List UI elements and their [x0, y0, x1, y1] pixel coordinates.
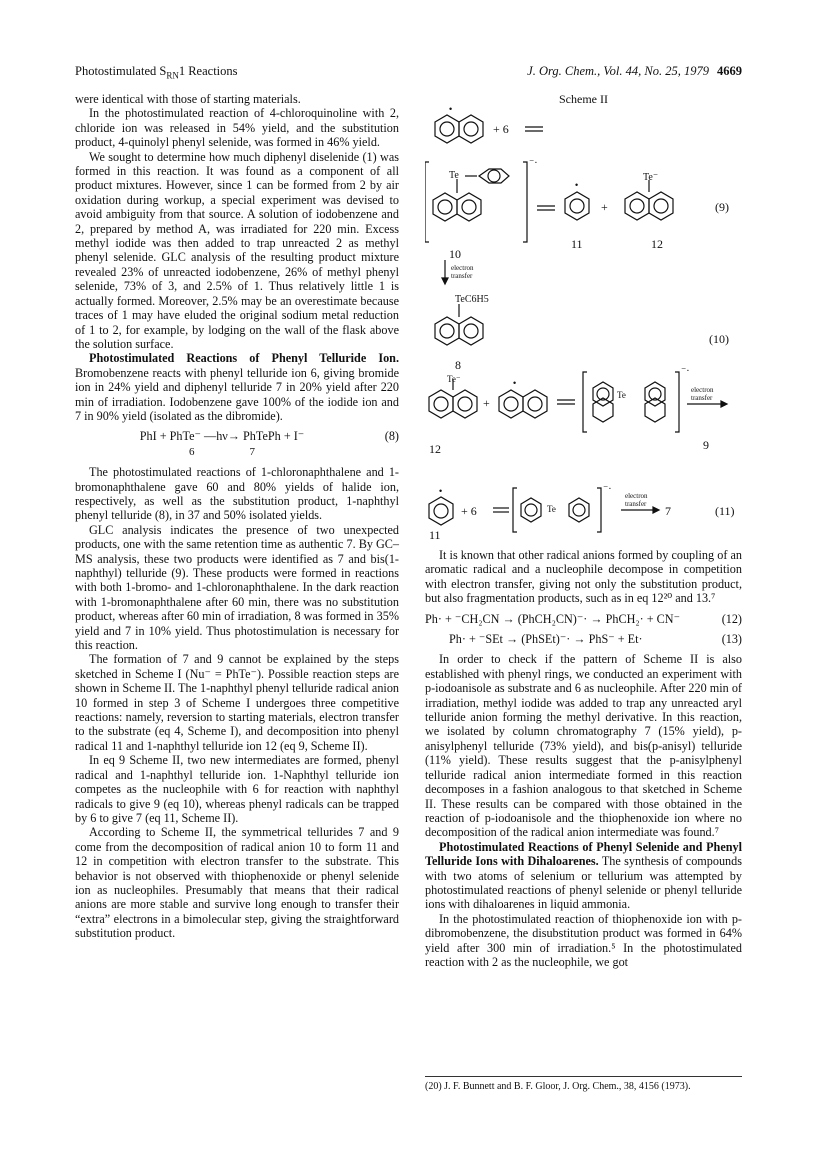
electron-transfer-label: electron transfer	[451, 264, 474, 280]
paragraph: In eq 9 Scheme II, two new intermediates are formed, phenyl radical and 1-naphthyl telluride ion. 1-Naphthyl telluride ion competes as the nucleophile with 6 for reaction with naphthyl radicals to give 9 (eq 10), whereas phenyl radicals can be trapped by 6 to give 7 (eq 11, Scheme II).	[75, 753, 399, 825]
te-minus-label-2: Te⁻	[447, 374, 461, 384]
electron-transfer-label-3: electron transfer	[625, 492, 648, 508]
plus-six-label-2: + 6	[461, 504, 477, 518]
product-7-label: 7	[665, 504, 671, 518]
svg-text:•: •	[575, 180, 579, 190]
scheme-ii	[425, 92, 742, 542]
eq-10-number: (10)	[709, 332, 729, 346]
section-heading: Photostimulated Reactions of Phenyl Telluride Ion.	[89, 351, 399, 366]
equation-13: Ph· + ⁻SEt → (PhSEt)⁻· → PhS⁻ + Et· (13)	[449, 632, 742, 647]
plus-sign: +	[601, 200, 608, 214]
paragraph: The photostimulated reactions of 1-chloronaphthalene and 1-bromonaphthalene gave 60 and 80% yields of halide ion, respectively, as well as the substitution product, 1-naphthyl phenyl telluride (8), in 37 and 50% isolated yields.	[75, 465, 399, 523]
te-label-2: Te	[617, 390, 626, 400]
scheme-drawing	[425, 92, 742, 542]
te-minus-label: Te⁻	[643, 172, 659, 183]
radical-anion-mark: ⁻·	[529, 158, 538, 169]
te-label-3: Te	[547, 504, 556, 514]
svg-text:•: •	[513, 378, 517, 388]
section-heading: Photostimulated Reactions of Phenyl Selenide and Phenyl Telluride Ions with Dihaloarenes.	[425, 839, 742, 869]
right-column	[425, 548, 742, 969]
te-label: Te	[449, 170, 459, 181]
paragraph: were identical with those of starting materials.	[75, 92, 301, 106]
paragraph: In order to check if the pattern of Scheme II is also established with phenyl rings, we conducted an experiment with p-iodoanisole as substrate and 6 as nucleophile. After 220 min of irradiation, methyl iodide was added to trap any unreacted aryl telluride anion forming the methyl derivative. In this reaction, we isolated by column chromatography 7 (15% yield), p-anisylphenyl telluride (73% yield), and bis(p-anisyl) telluride (11% yield). These results suggest that the p-anisylphenyl telluride radical anion intermediate formed in this reaction decomposes in a fashion analogous to that sketched in Scheme II. These results can be compared with those obtained in the reaction of p-iodoanisole and the thiophenoxide ion where no decomposition of the radical anion intermediate was found.⁷	[425, 652, 742, 840]
paragraph: It is known that other radical anions formed by coupling of an aromatic radical and a nucleophile decompose in competition with electron transfer, giving not only the substitution product, but also fragmentation products, such as in eq 12²⁰ and 13.⁷	[425, 548, 742, 606]
compound-11-label: 11	[571, 237, 583, 251]
compound-11-label-2: 11	[429, 528, 441, 542]
paragraph: We sought to determine how much diphenyl diselenide (1) was formed in this reaction. It was found as a component of all product mixtures. However, since 1 can be formed from 2 by air oxidation during workup, a special experiment was devised to avoid ambiguity from that source. A solution of iodobenzene and 2, prepared by method A, was irradiated for 220 min. Excess methyl iodide was then added to trap unreacted 2 as methyl phenyl selenide. GLC analysis of the resulting product mixture revealed 23% of unreacted iodobenzene, 26% of methyl phenyl selenide, 73% of 3, and 2.5% of 1. Thus relatively little 1 is actually formed. Moreover, 2.5% may be an overestimate because traces of 1 may have eluded the original sodium metal reduction of 1 to 2, for example, by lodging on the wall of the flask above the solution surface.	[75, 149, 399, 351]
running-title: Photostimulated $S_{RN}1$ Reactions	[75, 64, 238, 81]
footnote: (20) J. F. Bunnett and B. F. Gloor, J. Org. Chem., 38, 4156 (1973).	[425, 1076, 742, 1092]
eq-9-number: (9)	[715, 200, 729, 214]
paragraph: In the photostimulated reaction of thiophenoxide ion with p-dibromobenzene, the disubstitution product was formed in 64% yield after 300 min of irradiation.⁵ In the photostimulated reaction with 2 as the nucleophile, we got	[425, 911, 742, 969]
electron-transfer-label-2: electron transfer	[691, 386, 714, 402]
equation-12: Ph· + ⁻CH₂CN → (PhCH₂CN)⁻· → PhCH₂· + CN⁻ (12)	[425, 611, 742, 626]
journal-citation: J. Org. Chem., Vol. 44, No. 25, 1979 4669	[527, 64, 742, 78]
svg-text:•: •	[439, 486, 443, 496]
radical-anion-mark-3: ⁻·	[603, 484, 612, 495]
eq-11-number: (11)	[715, 504, 735, 518]
running-header	[75, 64, 742, 80]
left-column	[75, 92, 399, 941]
radical-anion-mark-2: ⁻·	[681, 366, 690, 377]
paragraph: According to Scheme II, the symmetrical tellurides 7 and 9 come from the decomposition of radical anion 10 to form 11 and 12 in competition with electron transfer to the substrate. This behavior is not observed with thiophenoxide or phenyl selenide ion as nucleophiles. Presumably that means that their radical anions are more stable and survive long enough to transfer their “extra” electrons in a bimolecular step, giving the straightforward substitution product.	[75, 825, 399, 941]
paragraph: Photostimulated Reactions of Phenyl Telluride Ion. Bromobenzene reacts with phenyl telluride ion 6, giving bromide ion in 24% yield and diphenyl telluride 7 in 20% yield after 220 min of irradiation. Iodobenzene gave 100% of the iodide ion and 7 in 90% yield (isolated as the dibromide).	[75, 351, 399, 423]
paragraph: Photostimulated Reactions of Phenyl Selenide and Phenyl Telluride Ions with Dihaloarenes. The synthesis of compounds with two atoms of selenium or tellurium was attempted by photostimulated reactions of phenyl selenide or phenyl telluride ions with dihaloarenes in liquid ammonia.	[425, 839, 742, 912]
scheme-title: Scheme II	[559, 92, 608, 106]
compound-10-label: 10	[449, 247, 461, 261]
tec6h5-label: TeC6H5	[455, 294, 489, 305]
equation-8: PhI + PhTe⁻ —hν→ PhTePh + I⁻ 6 7 (8)	[139, 429, 399, 458]
page-number: 4669	[717, 64, 742, 78]
plus-sign-2: +	[483, 396, 490, 410]
plus-six-label: + 6	[493, 122, 509, 136]
compound-8-label: 8	[455, 358, 461, 372]
compound-12-label-2: 12	[429, 442, 441, 456]
compound-12-label: 12	[651, 237, 663, 251]
paragraph: In the photostimulated reaction of 4-chloroquinoline with 2, chloride ion was released in 54% yield, and the substitution product, 4-quinolyl phenyl selenide, was formed in 46% yield.	[75, 106, 399, 150]
paragraph: The formation of 7 and 9 cannot be explained by the steps sketched in Scheme I (Nu⁻ = PhTe⁻). Possible reaction steps are shown in Scheme II. The 1-naphthyl phenyl telluride radical anion 10 formed in step 3 of Scheme I undergoes three competitive reactions: namely, reversion to starting materials, electron transfer to the substrate (eq 4, Scheme I), and decomposition into phenyl radical 11 and 1-naphthyl telluride ion 12 (eq 9, Scheme II).	[75, 652, 400, 753]
compound-9-label: 9	[703, 438, 709, 452]
paragraph: GLC analysis indicates the presence of two unexpected products, one with the same retention time as authentic 7. By GC–MS analysis, these two products were identified as 7 and bis(1-naphthyl) telluride (9). These products were formed in reactions with both 1-bromo- and 1-chloronaphthalene. In the dark reaction with 1-bromonaphthalene after 60 min, there was no substitution product, whereas after 60 min of irradiation, 8 was formed in 35% yield and 7 in 10% yield. Thus photostimulation is necessary for this reaction.	[75, 522, 399, 653]
svg-text:•: •	[449, 104, 453, 114]
